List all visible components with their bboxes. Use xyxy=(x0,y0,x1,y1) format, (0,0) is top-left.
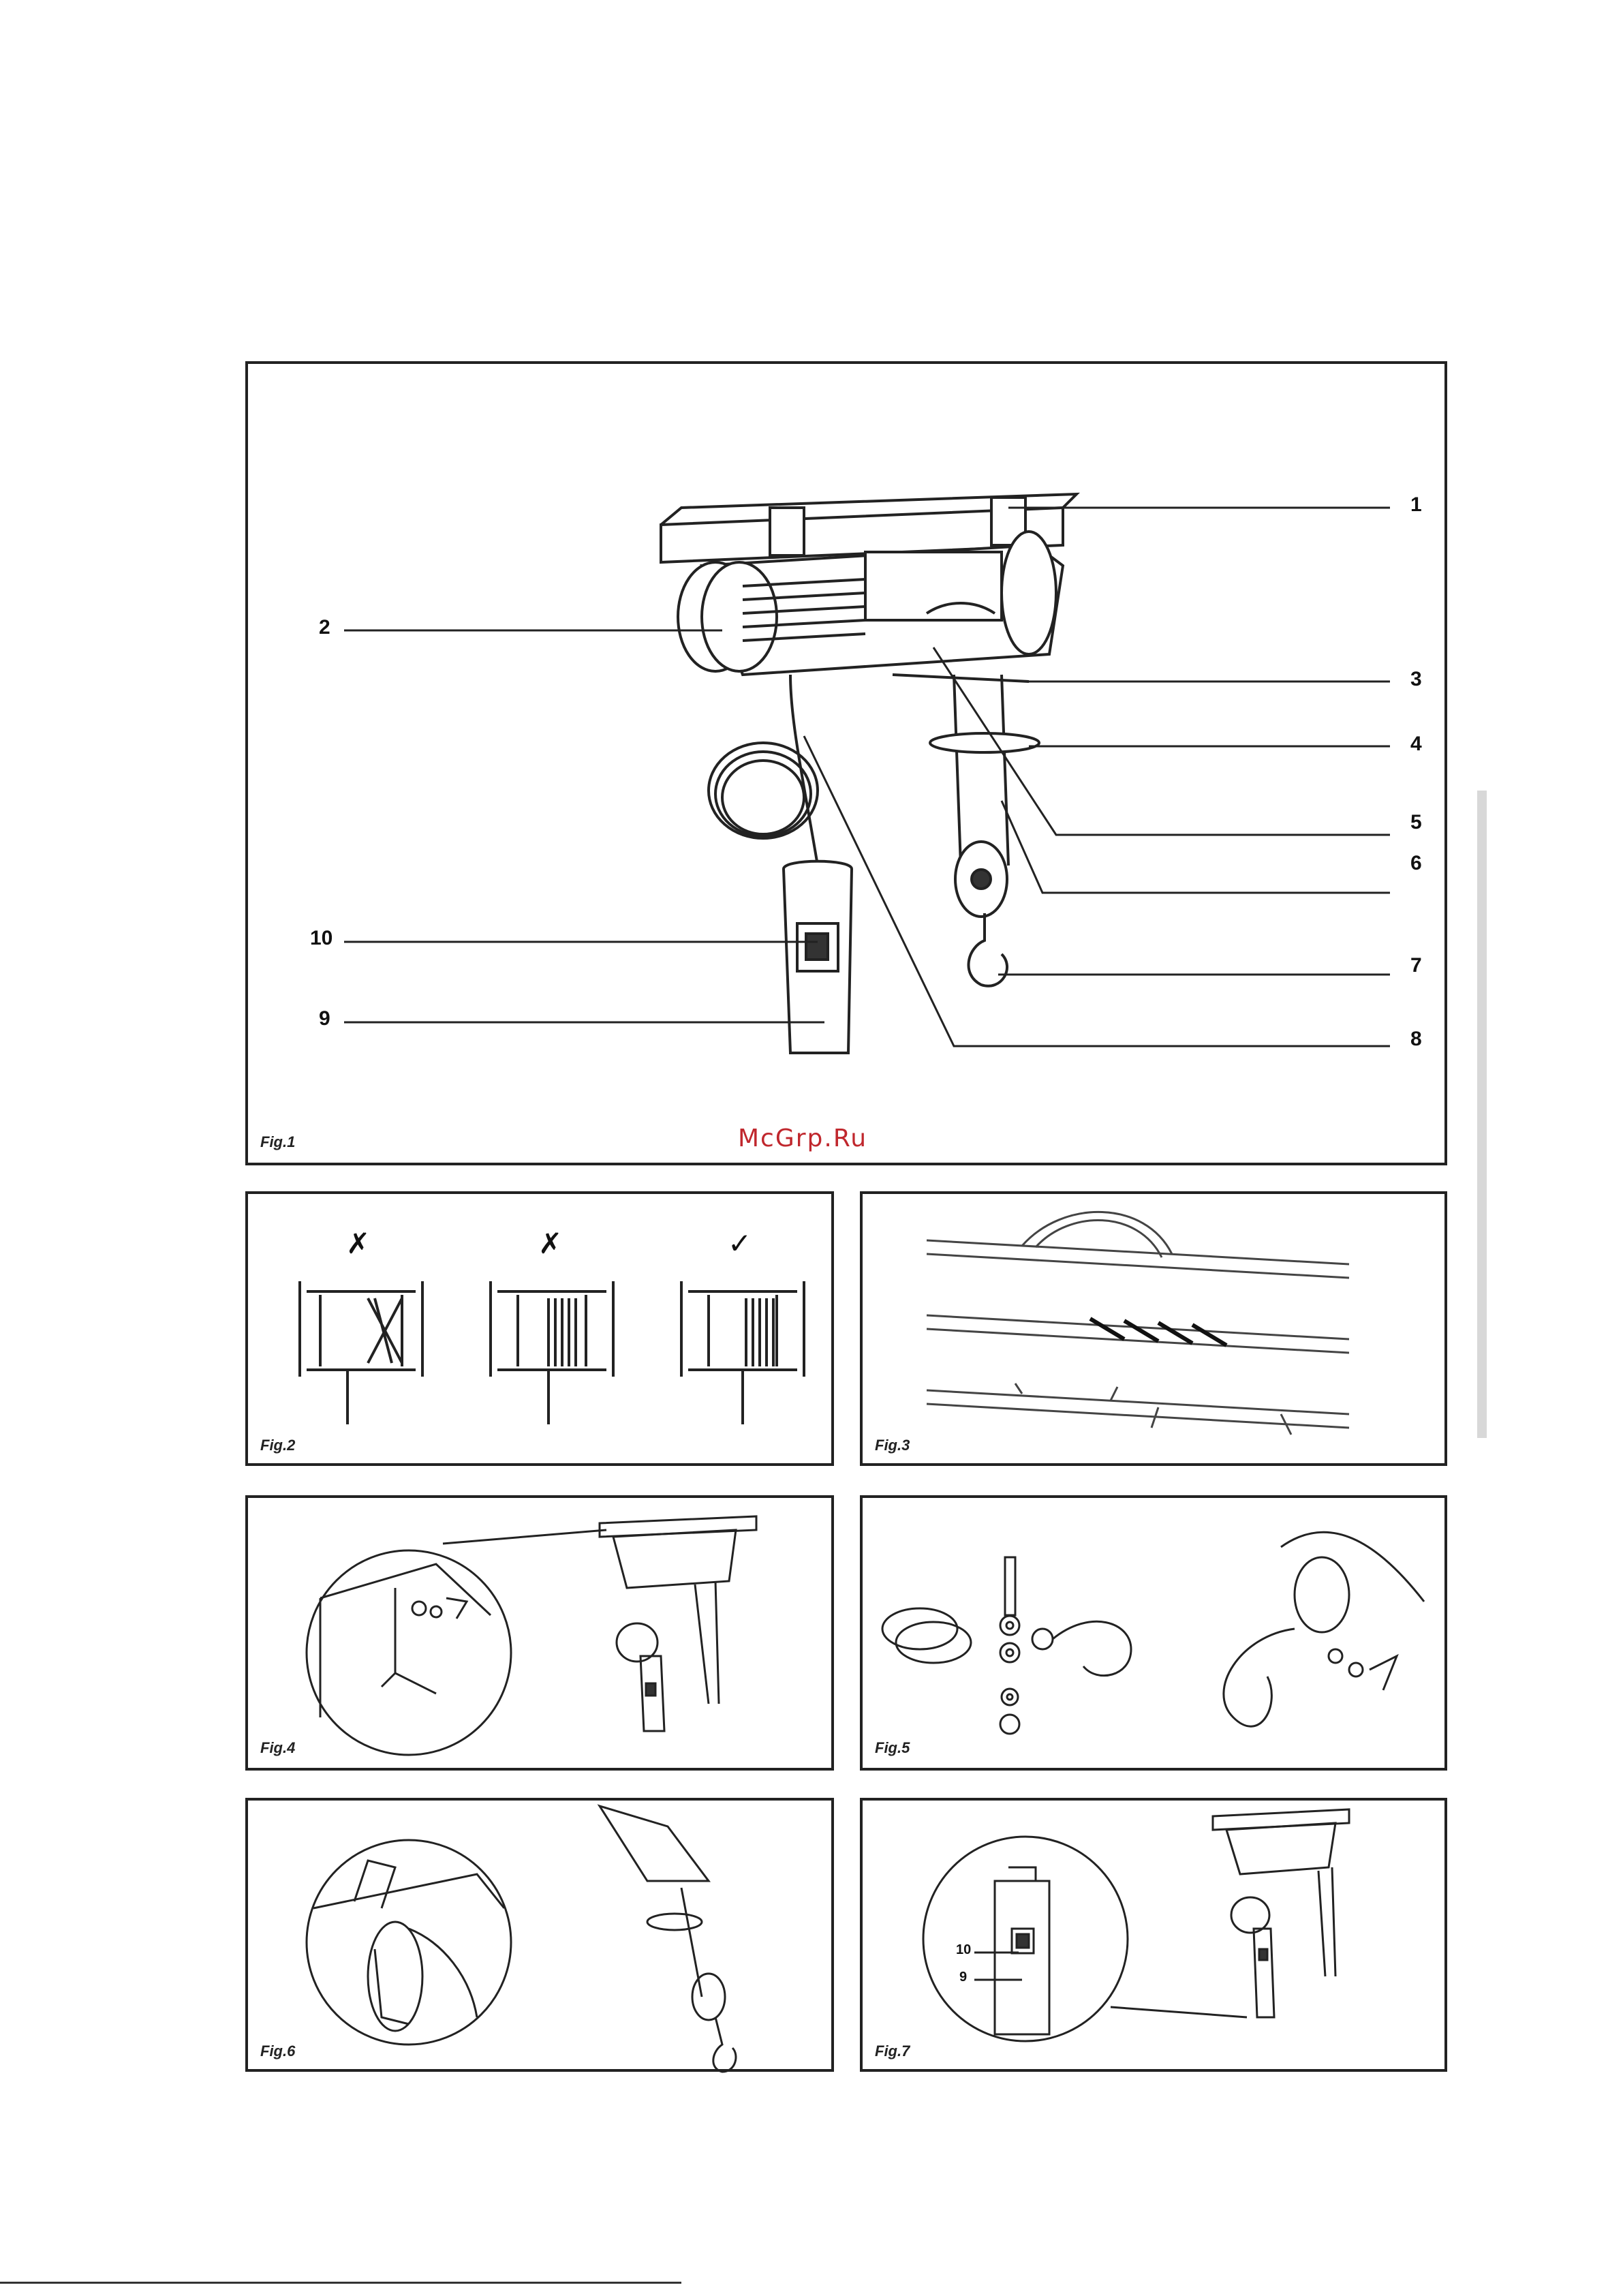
callout-9: 9 xyxy=(319,1007,330,1030)
callout-2: 2 xyxy=(319,616,330,639)
fig7-callout-9: 9 xyxy=(959,1970,968,1985)
callout-1: 1 xyxy=(1410,493,1422,516)
footer-rule xyxy=(0,2282,681,2284)
figure-2-label: Fig.2 xyxy=(260,1437,296,1454)
fig7-callout-10: 10 xyxy=(956,1942,972,1957)
callout-6: 6 xyxy=(1410,852,1422,874)
callout-8: 8 xyxy=(1410,1028,1422,1050)
mark-correct: ✓ xyxy=(728,1227,752,1260)
figure-3-label: Fig.3 xyxy=(875,1437,910,1454)
callout-4: 4 xyxy=(1410,733,1422,755)
callout-5: 5 xyxy=(1410,811,1422,833)
callout-10: 10 xyxy=(310,927,333,949)
figure-7-label: Fig.7 xyxy=(875,2042,910,2060)
figure-1-label: Fig.1 xyxy=(260,1133,296,1150)
figure-5-label: Fig.5 xyxy=(875,1739,910,1756)
scrollbar[interactable] xyxy=(1477,791,1487,1438)
callout-3: 3 xyxy=(1410,668,1422,690)
watermark: McGrp.Ru xyxy=(738,1124,868,1152)
mark-wrong-1: ✗ xyxy=(346,1227,371,1260)
mark-wrong-2: ✗ xyxy=(538,1227,563,1260)
callout-7: 7 xyxy=(1410,954,1422,977)
figure-4-label: Fig.4 xyxy=(260,1739,296,1756)
figure-6-label: Fig.6 xyxy=(260,2042,296,2060)
